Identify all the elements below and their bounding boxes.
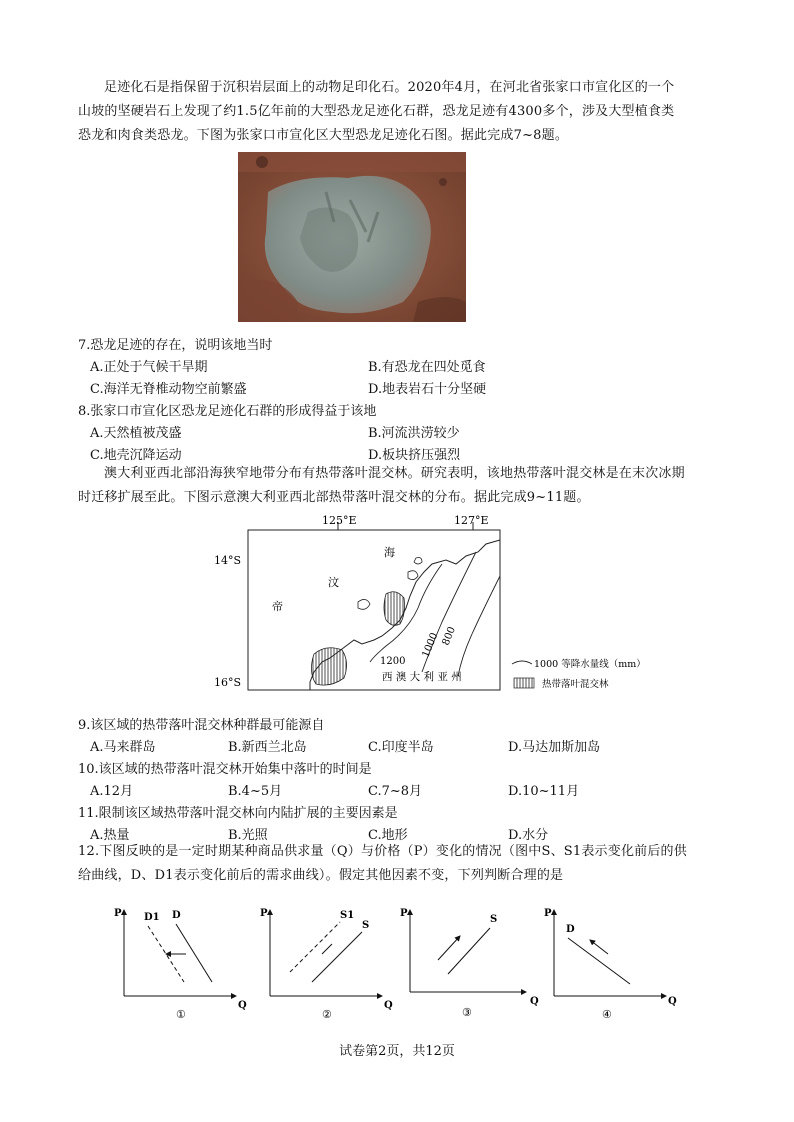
q7-option-a[interactable]: A.正处于气候干旱期: [90, 360, 208, 375]
graph1-q-label: Q: [238, 1000, 247, 1011]
intro1-line3: 恐龙和肉食类恐龙。下图为张家口市宣化区大型恐龙足迹化石图。据此完成7~8题。: [78, 128, 569, 143]
forest-patch: [311, 648, 346, 685]
q8-option-d[interactable]: D.板块挤压强烈: [368, 448, 461, 463]
graph2-s-label: S: [362, 920, 370, 931]
forest-patch: [384, 592, 405, 626]
q8-stem: 8.张家口市宣化区恐龙足迹化石群的形成得益于该地: [78, 404, 377, 419]
q9-option-a[interactable]: A.马来群岛: [90, 740, 156, 755]
q7-option-d[interactable]: D.地表岩石十分坚硬: [368, 382, 487, 397]
supply-demand-graphs: [100, 900, 680, 1022]
q10-option-a[interactable]: A.12月: [90, 784, 134, 799]
isohyet-label-800: 800: [440, 625, 458, 648]
lat-label-16s: 16°S: [214, 676, 242, 689]
q9-option-c[interactable]: C.印度半岛: [368, 740, 434, 755]
q12-line2: 给曲线，D、D1表示变化前后的需求曲线）。假定其他因素不变，下列判断合理的是: [78, 868, 564, 883]
graph2-s-curve: [312, 932, 362, 982]
graph-3: [400, 908, 539, 1019]
q10-option-d[interactable]: D.10~11月: [508, 784, 580, 799]
graph3-p-label: P: [400, 908, 408, 919]
legend-isohyet-symbol: [512, 661, 532, 664]
legend-forest-symbol: [514, 678, 534, 688]
graph1-d1-label: D1: [144, 912, 160, 923]
graph2-number: ②: [322, 1008, 332, 1021]
isohyet-label-1200: 1200: [380, 656, 406, 667]
intro2-line2: 时迁移扩展至此。下图示意澳大利亚西北部热带落叶混交林的分布。据此完成9~11题。: [78, 490, 590, 505]
intro1-line2: 山坡的坚硬岩石上发现了约1.5亿年前的大型恐龙足迹化石群，恐龙足迹有4300多个，涉及大型植食类: [78, 104, 675, 119]
graph4-d-label: D: [566, 924, 575, 935]
graph1-p-label: P: [114, 908, 122, 919]
q11-option-c[interactable]: C.地形: [368, 828, 408, 843]
q9-option-d[interactable]: D.马达加斯加岛: [508, 740, 601, 755]
q12-stem: [78, 840, 718, 888]
intro-paragraph-2: [78, 462, 718, 510]
graph3-number: ③: [462, 1006, 472, 1019]
graph4-arrow: [590, 940, 608, 954]
q11-option-d[interactable]: D.水分: [508, 828, 549, 843]
state-label: 西 澳 大 利 亚 州: [382, 671, 462, 683]
australia-forest-map: [210, 512, 650, 698]
q9-option-b[interactable]: B.新西兰北岛: [228, 740, 307, 755]
graph-2: [260, 908, 393, 1021]
lon-label-125: 125°E: [322, 514, 357, 527]
graph-4: [544, 908, 677, 1021]
graph2-q-label: Q: [384, 1000, 393, 1011]
graph-1: [114, 908, 247, 1021]
sea-label-1: 帝: [272, 600, 283, 613]
graph3-arrow: [438, 936, 460, 960]
q10-option-c[interactable]: C.7~8月: [368, 784, 423, 799]
q7-option-b[interactable]: B.有恐龙在四处觅食: [368, 360, 486, 375]
graph3-q-label: Q: [530, 996, 539, 1007]
isohyet-label-1000: 1000: [420, 631, 441, 660]
graph1-number: ①: [176, 1008, 186, 1021]
graph4-number: ④: [602, 1008, 612, 1021]
graph2-s1-curve: [290, 922, 340, 972]
graph2-p-label: P: [260, 908, 268, 919]
q10-option-b[interactable]: B.4~5月: [228, 784, 283, 799]
graph3-s-label: S: [490, 914, 498, 925]
q8-option-c[interactable]: C.地壳沉降运动: [90, 448, 182, 463]
q7-option-c[interactable]: C.海洋无脊椎动物空前繁盛: [90, 382, 247, 397]
q9-stem: 9.该区域的热带落叶混交林种群最可能源自: [78, 718, 325, 733]
lon-label-127: 127°E: [454, 514, 489, 527]
graph3-s-curve: [448, 928, 490, 974]
q11-stem: 11.限制该区域热带落叶混交林向内陆扩展的主要因素是: [78, 806, 398, 821]
graph1-d-label: D: [172, 910, 181, 921]
q11-option-b[interactable]: B.光照: [228, 828, 268, 843]
q8-option-b[interactable]: B.河流洪涝较少: [368, 426, 460, 441]
intro2-line1: 澳大利亚西北部沿海狭窄地带分布有热带落叶混交林。研究表明，该地热带落叶混交林是在末次冰期: [104, 466, 685, 481]
q10-stem: 10.该区域的热带落叶混交林开始集中落叶的时间是: [78, 762, 372, 777]
graph4-p-label: P: [544, 908, 552, 919]
intro1-line1: 足迹化石是指保留于沉积岩层面上的动物足印化石。2020年4月，在河北省张家口市宣化区的一个: [104, 80, 675, 95]
page-footer: 试卷第2页，共12页: [339, 1044, 455, 1059]
graph4-q-label: Q: [668, 996, 677, 1007]
legend-isohyet-label: 1000 等降水量线（mm）: [534, 659, 646, 670]
legend-forest-label: 热带落叶混交林: [542, 679, 609, 690]
island: [408, 571, 418, 580]
intro-paragraph-1: [78, 76, 718, 148]
graph4-d-curve: [568, 938, 630, 984]
lat-label-14s: 14°S: [214, 554, 242, 567]
q12-line1: 12.下图反映的是一定时期某种商品供求量（Q）与价格（P）变化的情况（图中S、S1表示变化前后的供: [78, 844, 687, 859]
sea-label-3: 海: [384, 546, 395, 559]
sea-label-2: 汶: [328, 576, 339, 589]
graph2-s1-label: S1: [340, 910, 355, 921]
q11-option-a[interactable]: A.热量: [90, 828, 130, 843]
q7-stem: 7.恐龙足迹的存在，说明该地当时: [78, 338, 273, 353]
graph2-mid-line: [322, 944, 332, 954]
dinosaur-footprint-photo: [238, 152, 466, 322]
graph1-d-curve: [176, 924, 212, 982]
q8-option-a[interactable]: A.天然植被茂盛: [90, 426, 182, 441]
